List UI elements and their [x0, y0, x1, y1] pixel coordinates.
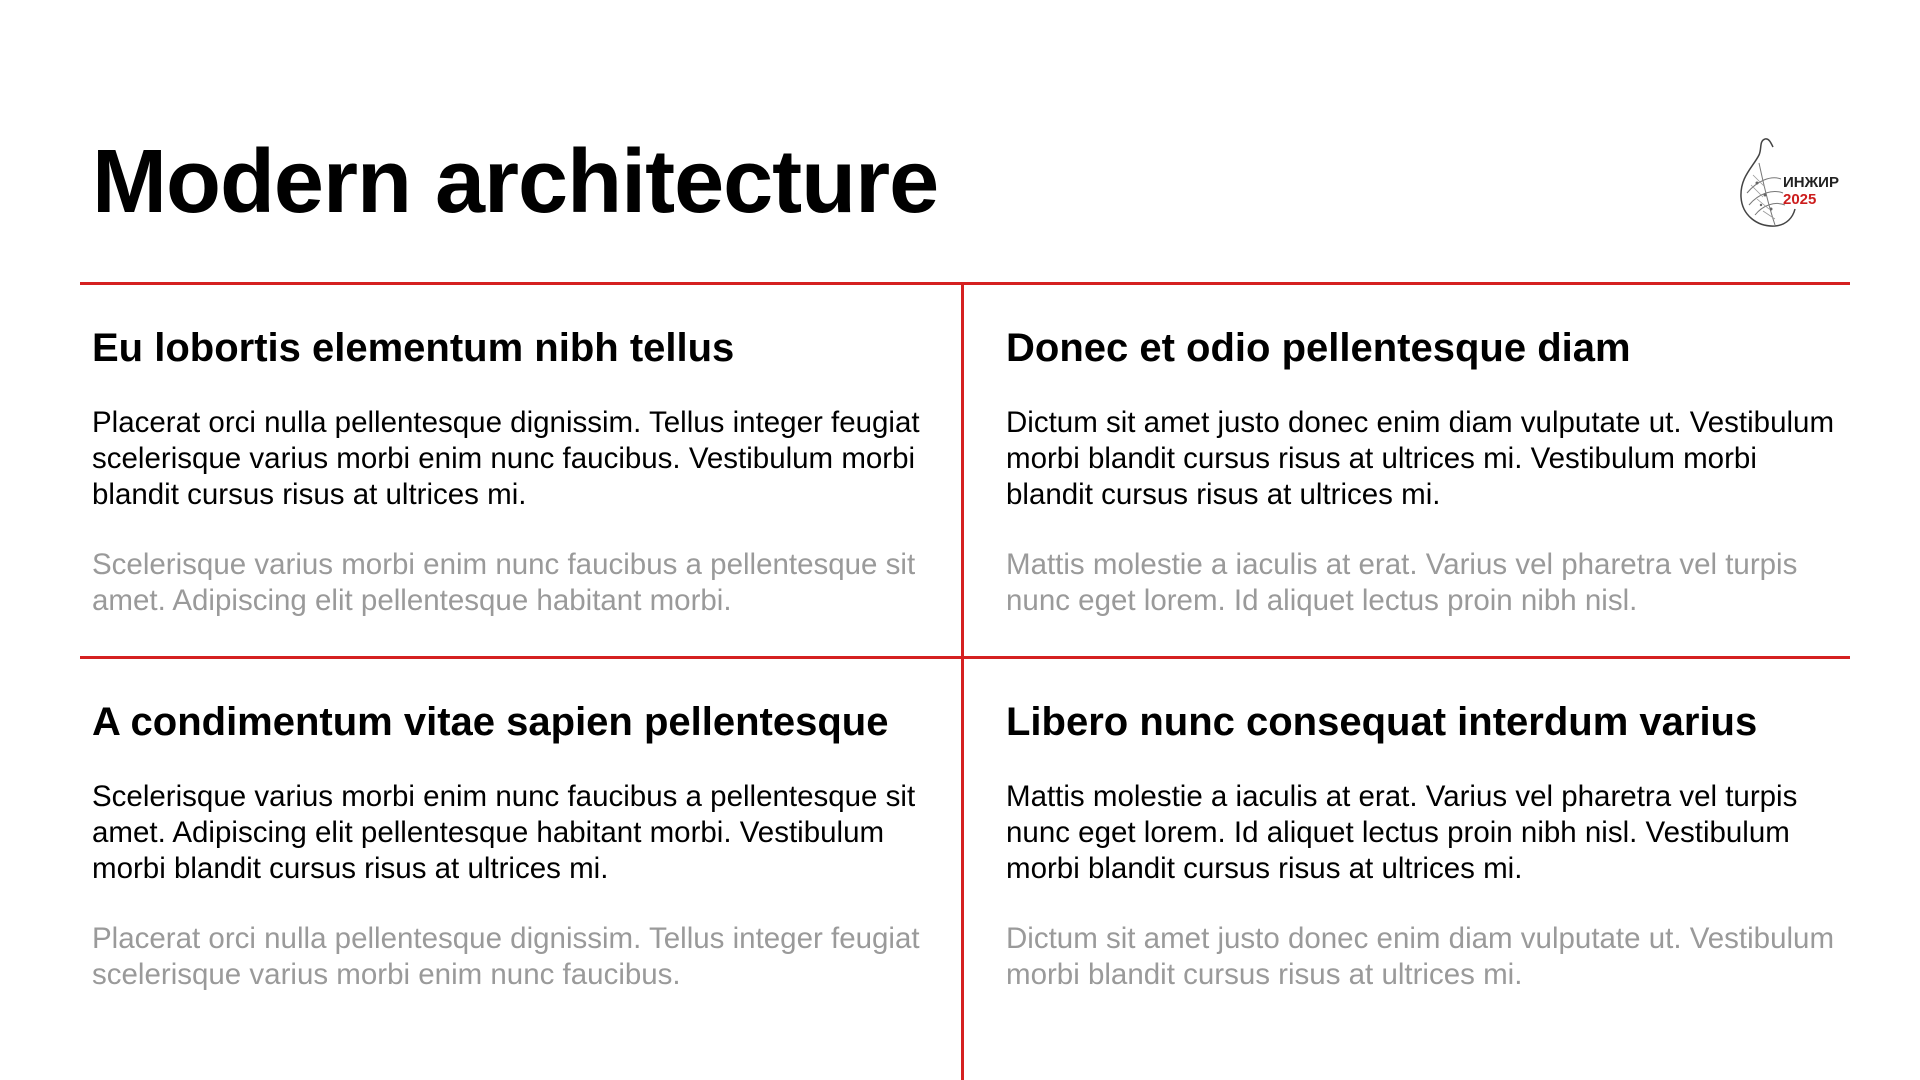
- slide-title: Modern architecture: [92, 132, 939, 232]
- cell-body-text: Scelerisque varius morbi enim nunc faucibus a pellentesque sit amet. Adipiscing elit pellentesque habitant morbi. Vestibulum morbi blandit cursus risus at ultrices mi.: [92, 780, 916, 885]
- cell-secondary-text: Placerat orci nulla pellentesque dignissim. Tellus integer feugiat scelerisque varius morbi enim nunc faucibus.: [92, 922, 920, 991]
- cell-secondary-text: Scelerisque varius morbi enim nunc faucibus a pellentesque sit amet. Adipiscing elit pellentesque habitant morbi.: [92, 548, 916, 617]
- cell-secondary-text: Mattis molestie a iaculis at erat. Varius vel pharetra vel turpis nunc eget lorem. Id aliquet lectus proin nibh nisl.: [1006, 548, 1798, 617]
- cell-heading: A condimentum vitae sapien pellentesque: [92, 700, 889, 744]
- grid-cell-bottom-right: [1006, 698, 1836, 993]
- logo-year: 2025: [1783, 191, 1817, 208]
- grid-cell-top-right: [1006, 324, 1836, 619]
- cell-heading: Donec et odio pellentesque diam: [1006, 326, 1631, 370]
- cell-heading: Libero nunc consequat interdum varius: [1006, 700, 1758, 744]
- grid-cell-top-left: [92, 324, 922, 619]
- cell-secondary-text: Dictum sit amet justo donec enim diam vulputate ut. Vestibulum morbi blandit cursus risus at ultrices mi.: [1006, 922, 1835, 991]
- cell-heading: Eu lobortis elementum nibh tellus: [92, 326, 735, 370]
- cell-body-text: Placerat orci nulla pellentesque dignissim. Tellus integer feugiat scelerisque varius morbi enim nunc faucibus. Vestibulum morbi blandit cursus risus at ultrices mi.: [92, 406, 920, 511]
- middle-divider: [80, 656, 1850, 659]
- grid-cell-bottom-left: [92, 698, 922, 993]
- cell-body-text: Dictum sit amet justo donec enim diam vulputate ut. Vestibulum morbi blandit cursus risus at ultrices mi. Vestibulum morbi blandit cursus risus at ultrices mi.: [1006, 406, 1835, 511]
- cell-body-text: Mattis molestie a iaculis at erat. Varius vel pharetra vel turpis nunc eget lorem. Id aliquet lectus proin nibh nisl. Vestibulum morbi blandit cursus risus at ultrices mi.: [1006, 780, 1798, 885]
- top-divider: [80, 282, 1850, 285]
- logo-wordmark: ИНЖИР: [1783, 174, 1839, 191]
- fig-logo: [1735, 135, 1850, 235]
- vertical-divider: [961, 282, 964, 1080]
